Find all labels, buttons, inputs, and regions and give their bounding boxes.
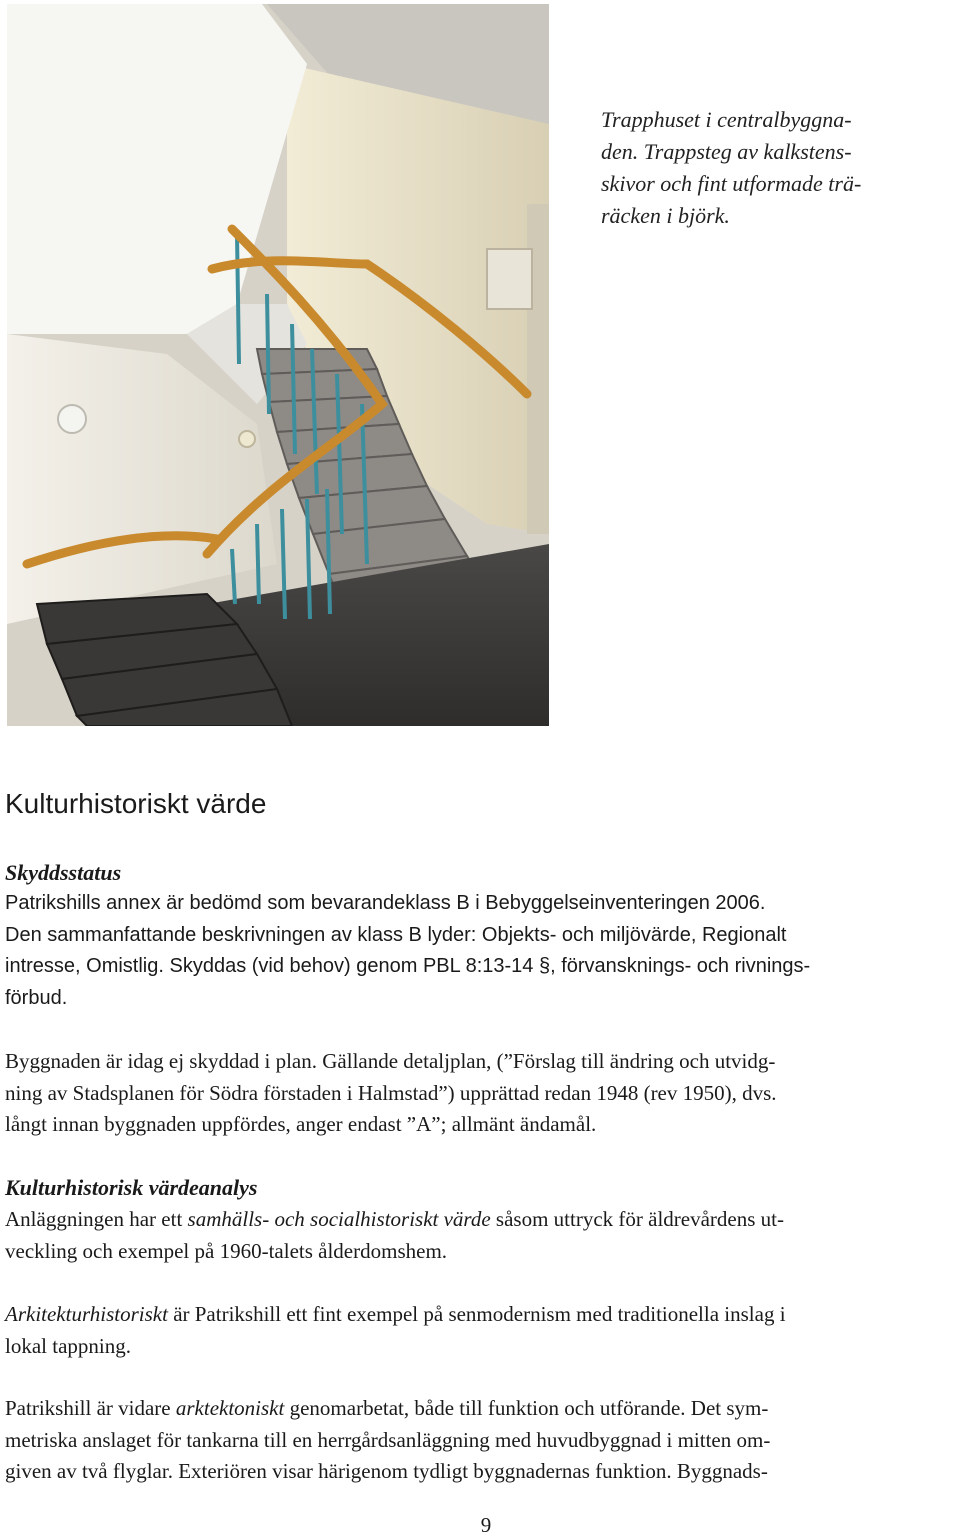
text-line: långt innan byggnaden uppfördes, anger endast ”A”; allmänt ändamål. bbox=[5, 1112, 597, 1136]
text-run: är Patrikshill ett fint exempel på senmodernism med traditionella inslag i bbox=[167, 1302, 786, 1326]
text-line: given av två flyglar. Exteriören visar härigenom tydligt byggnadernas funktion. Byggnads- bbox=[5, 1459, 768, 1483]
text-line bbox=[5, 1204, 960, 1236]
photo-caption bbox=[601, 104, 901, 232]
text-line: veckling och exempel på 1960-talets ålderdomshem. bbox=[5, 1238, 448, 1263]
caption-line: den. Trappsteg av kalkstens- bbox=[601, 139, 852, 164]
text-line: Den sammanfattande beskrivningen av klass B lyder: Objekts- och miljövärde, Regionalt bbox=[5, 923, 787, 946]
text-line: intresse, Omistlig. Skyddas (vid behov) genom PBL 8:13-14 §, förvansknings- och rivnings- bbox=[5, 955, 811, 977]
text-line: metriska anslaget för tankarna till en herrgårdsanläggning med huvudbyggnad i mitten om- bbox=[5, 1427, 771, 1452]
arkitekturhistoriskt-paragraph bbox=[5, 1299, 960, 1362]
text-run: genomarbetat, både till funktion och utförande. Det sym- bbox=[284, 1396, 769, 1420]
caption-line: räcken i björk. bbox=[601, 203, 730, 228]
text-run: Patrikshill är vidare bbox=[5, 1396, 176, 1420]
text-line: Byggnaden är idag ej skyddad i plan. Gällande detaljplan, (”Förslag till ändring och utvidg- bbox=[5, 1049, 776, 1073]
text-run: Anläggningen har ett bbox=[5, 1207, 188, 1231]
text-line: lokal tappning. bbox=[5, 1333, 131, 1358]
skyddsstatus-paragraph bbox=[5, 888, 960, 1014]
emphasis: Arkitekturhistoriskt bbox=[5, 1302, 168, 1326]
text-line bbox=[5, 1393, 960, 1425]
caption-line: skivor och fint utformade trä- bbox=[601, 171, 862, 196]
text-line bbox=[5, 1299, 960, 1331]
text-line: förbud. bbox=[5, 986, 68, 1009]
arkitektoniskt-paragraph bbox=[5, 1393, 960, 1488]
caption-line: Trapphuset i centralbyggna- bbox=[601, 107, 852, 132]
vardeanalys-heading: Kulturhistorisk värdeanalys bbox=[5, 1175, 258, 1200]
stairwell-photo bbox=[7, 4, 549, 726]
emphasis: arktektoniskt bbox=[175, 1396, 285, 1420]
text-run: såsom uttryck för äldrevårdens ut- bbox=[490, 1207, 784, 1231]
page-number: 9 bbox=[480, 1513, 492, 1537]
section-heading: Kulturhistoriskt värde bbox=[5, 788, 267, 819]
skyddsstatus-heading: Skyddsstatus bbox=[5, 860, 122, 885]
plan-paragraph bbox=[5, 1046, 960, 1141]
text-line: ning av Stadsplanen för Södra förstaden i Halmstad”) upprättad redan 1948 (rev 1950), dvs. bbox=[5, 1080, 777, 1105]
vardeanalys-paragraph bbox=[5, 1204, 960, 1267]
emphasis: samhälls- och socialhistoriskt värde bbox=[187, 1207, 491, 1231]
text-line: Patrikshills annex är bedömd som bevarandeklass B i Bebyggelseinventeringen 2006. bbox=[5, 892, 766, 914]
